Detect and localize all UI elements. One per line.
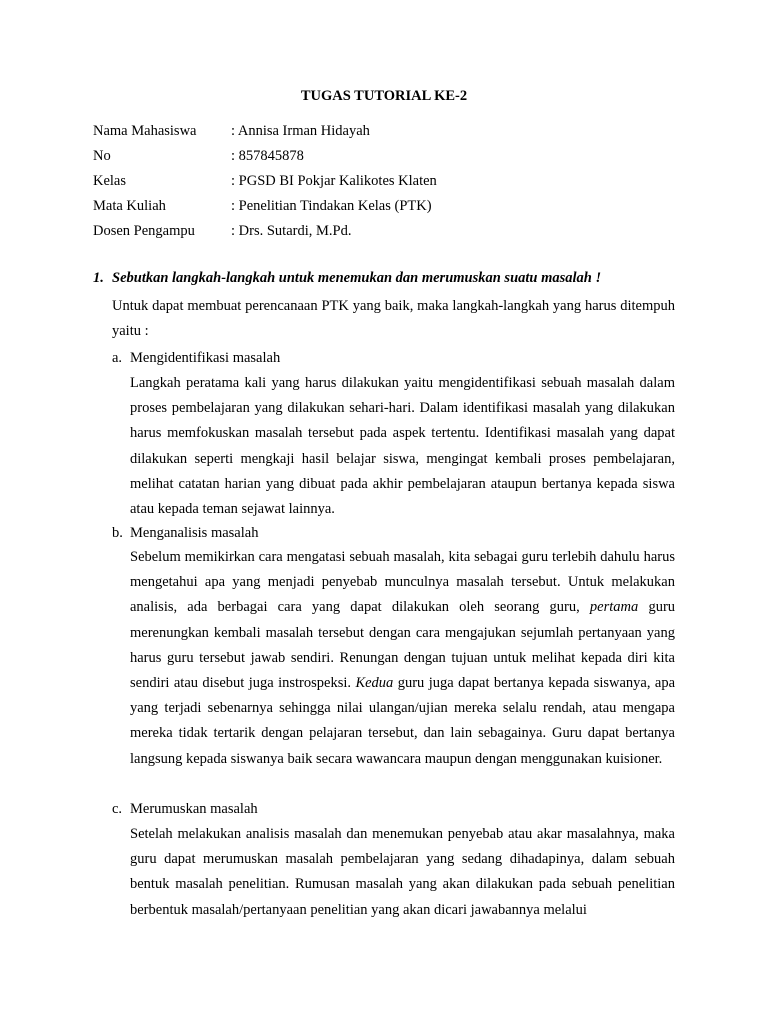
emphasis-text: Kedua <box>355 675 394 692</box>
section-letter: b. <box>112 525 123 541</box>
info-value: : Drs. Sutardi, M.Pd. <box>231 223 352 239</box>
info-label: Dosen Pengampu <box>93 223 195 239</box>
body-text: guru merenungkan kembali masalah tersebut dengan cara mengajukan sejumlah pertanyaan yang harus guru tersebut jawab sendiri. Renungan dengan tujuan untuk melihat kepada diri kita sendiri atau disebut juga instrospeksi. <box>130 599 676 692</box>
section-title: Menganalisis masalah <box>130 525 259 541</box>
document-title: TUGAS TUTORIAL KE-2 <box>300 88 468 104</box>
info-label: Mata Kuliah <box>93 198 166 214</box>
info-label: Kelas <box>93 173 127 189</box>
info-value: : Penelitian Tindakan Kelas (PTK) <box>231 198 432 214</box>
section-b-body <box>130 545 675 772</box>
info-value: : PGSD BI Pokjar Kalikotes Klaten <box>231 173 437 189</box>
body-text: guru juga dapat bertanya kepada siswanya, apa yang terjadi sebenarnya sehingga nilai ulangan/ujian mereka selalu rendah, atau mengapa mereka tidak tertarik dengan pelajaran tersebut, dan lain sebagainya. Guru dapat bertanya langsung kepada siswanya baik secara wawancara maupun dengan menggunakan kuisioner. <box>130 675 676 767</box>
info-label: Nama Mahasiswa <box>93 123 197 139</box>
body-text: Sebelum memikirkan cara mengatasi sebuah masalah, kita sebagai guru terlebih dahulu harus mengetahui apa yang menjadi penyebab munculnya masalah tersebut. Untuk melakukan analisis, ada berbagai cara yang dapat dilakukan oleh seorang guru, <box>130 549 675 616</box>
section-title: Merumuskan masalah <box>130 801 258 817</box>
section-letter: a. <box>112 350 123 366</box>
info-value: : Annisa Irman Hidayah <box>231 123 370 139</box>
info-label: No <box>93 148 111 164</box>
section-a-body: Langkah peratama kali yang harus dilakukan yaitu mengidentifikasi sebuah masalah dalam proses pembelajaran yang dilakukan sehari-hari. Dalam identifikasi masalah yang dilakukan harus memfokuskan masalah tersebut pada aspek tertentu. Identifikasi masalah yang dapat dilakukan seperti mengkaji hasil belajar siswa, mengingat kembali proses pembelajaran, melihat catatan harian yang dibuat pada akhir pembelajaran ataupun bertanya kepada siswa atau kepada teman sejawat lainnya. <box>130 375 675 518</box>
info-value: : 857845878 <box>231 148 304 164</box>
intro-paragraph: Untuk dapat membuat perencanaan PTK yang baik, maka langkah-langkah yang harus ditempuh yaitu : <box>112 298 675 340</box>
question-text: Sebutkan langkah-langkah untuk menemukan dan merumuskan suatu masalah ! <box>112 270 602 286</box>
section-letter: c. <box>112 801 123 817</box>
section-title: Mengidentifikasi masalah <box>130 350 281 366</box>
question-number: 1. <box>93 270 104 286</box>
emphasis-text: pertama <box>589 599 639 616</box>
section-c-body: Setelah melakukan analisis masalah dan menemukan penyebab atau akar masalahnya, maka guru dapat merumuskan masalah pembelajaran yang sedang dihadapinya, dalam sebuah bentuk masalah penelitian. Rumusan masalah yang akan dilakukan pada sebuah penelitian berbentuk masalah/pertanyaan penelitian yang akan dicari jawabannya melalui <box>130 826 675 918</box>
